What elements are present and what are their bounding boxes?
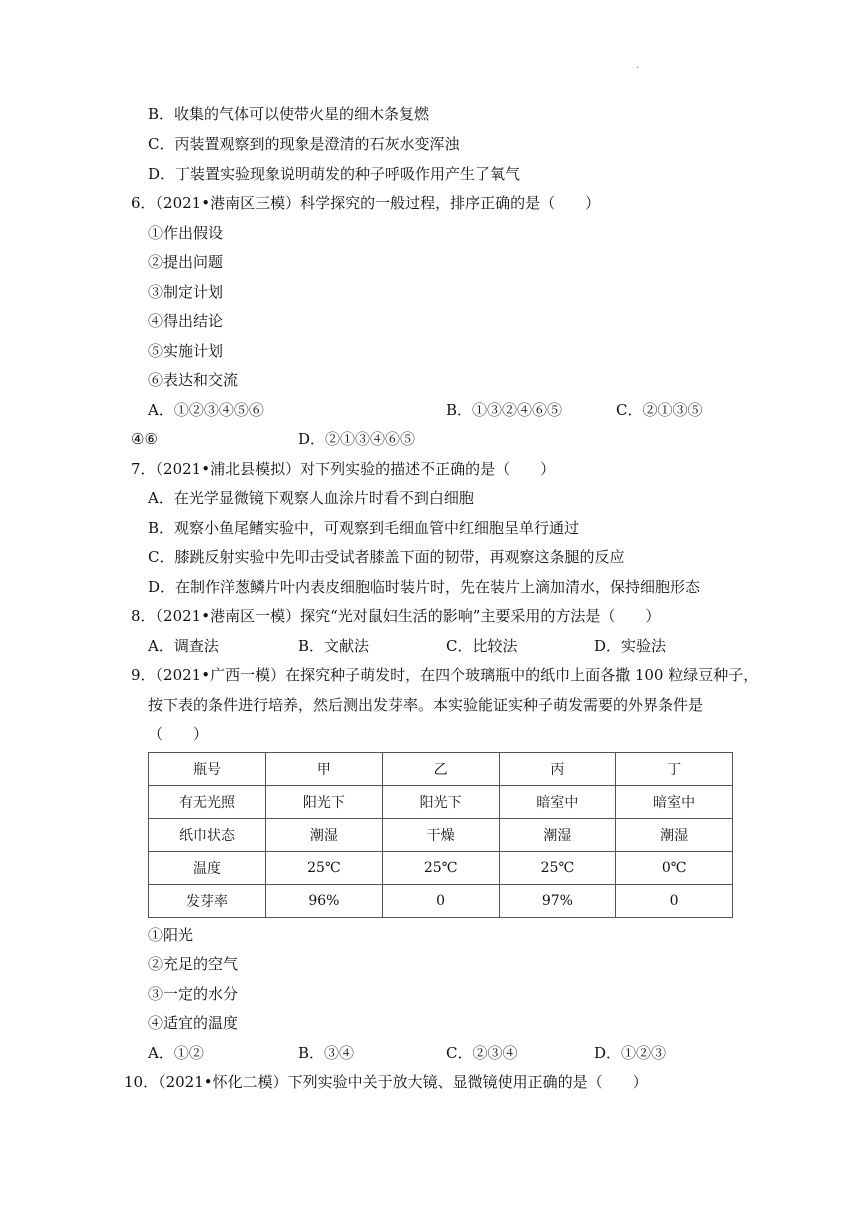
table-cell: 0 (382, 885, 499, 918)
q6-option-b: B．①③②④⑥⑤ (446, 401, 563, 419)
table-row (149, 786, 733, 819)
table-cell: 甲 (266, 753, 383, 786)
table-cell: 暗室中 (499, 786, 616, 819)
q7-option-d: D．在制作洋葱鳞片叶内表皮细胞临时装片时，先在装片上滴加清水，保持细胞形态 (148, 578, 701, 596)
q8-option-a: A．调查法 (148, 637, 219, 655)
table-cell: 瓶号 (149, 753, 266, 786)
table-cell: 25℃ (499, 852, 616, 885)
table-cell: 发芽率 (149, 885, 266, 918)
q6-option-d: D．②①③④⑥⑤ (298, 430, 416, 448)
q9-option-c: C．②③④ (446, 1044, 518, 1062)
table-cell: 有无光照 (149, 786, 266, 819)
q6-option-c-continued: ④⑥ (131, 430, 158, 448)
table-cell: 干燥 (382, 819, 499, 852)
q5-option-b: B．收集的气体可以使带火星的细木条复燃 (148, 105, 430, 123)
q9-stem-line1: 9．（2021•广西一模）在探究种子萌发时，在四个玻璃瓶中的纸巾上面各撒 100 粒绿豆种子， (131, 666, 759, 684)
q8-option-d: D．实验法 (594, 637, 667, 655)
table-cell: 0℃ (616, 852, 733, 885)
q6-step: ②提出问题 (148, 253, 224, 271)
q8-option-c: C．比较法 (446, 637, 518, 655)
table-cell: 25℃ (382, 852, 499, 885)
q6-step: ⑤实施计划 (148, 342, 224, 360)
q6-stem: 6．（2021•港南区三模）科学探究的一般过程，排序正确的是（ ） (131, 194, 601, 212)
table-row (149, 753, 733, 786)
table-row (149, 852, 733, 885)
table-cell: 96% (266, 885, 383, 918)
table-cell: 0 (616, 885, 733, 918)
q7-stem: 7．（2021•浦北县模拟）对下列实验的描述不正确的是（ ） (131, 460, 556, 478)
table-cell: 25℃ (266, 852, 383, 885)
q9-option-d: D．①②③ (594, 1044, 667, 1062)
q9-option-b: B．③④ (298, 1044, 355, 1062)
q6-step: ③制定计划 (148, 283, 224, 301)
q8-stem: 8．（2021•港南区一模）探究“光对鼠妇生活的影响”主要采用的方法是（ ） (131, 607, 661, 625)
q6-step: ④得出结论 (148, 312, 224, 330)
table-cell: 温度 (149, 852, 266, 885)
q7-option-a: A．在光学显微镜下观察人血涂片时看不到白细胞 (148, 489, 474, 507)
q5-option-c: C．丙装置观察到的现象是澄清的石灰水变浑浊 (148, 135, 460, 153)
q7-option-b: B．观察小鱼尾鳍实验中，可观察到毛细血管中红细胞呈单行通过 (148, 519, 580, 537)
q9-condition: ①阳光 (148, 926, 194, 944)
q6-step: ①作出假设 (148, 224, 224, 242)
q5-option-d: D．丁装置实验现象说明萌发的种子呼吸作用产生了氧气 (148, 165, 521, 183)
table-row (149, 819, 733, 852)
table-cell: 阳光下 (382, 786, 499, 819)
table-cell: 97% (499, 885, 616, 918)
q7-option-c: C．膝跳反射实验中先叩击受试者膝盖下面的韧带，再观察这条腿的反应 (148, 548, 625, 566)
q9-stem-line3: （ ） (148, 725, 209, 743)
table-cell: 暗室中 (616, 786, 733, 819)
q9-condition: ④适宜的温度 (148, 1014, 239, 1032)
q6-step: ⑥表达和交流 (148, 371, 239, 389)
table-row (149, 885, 733, 918)
page-marker: . (636, 60, 640, 71)
table-cell: 纸巾状态 (149, 819, 266, 852)
table-cell: 潮湿 (616, 819, 733, 852)
q9-condition: ②充足的空气 (148, 955, 239, 973)
table-cell: 潮湿 (266, 819, 383, 852)
q8-option-b: B．文献法 (298, 637, 370, 655)
q6-option-a: A．①②③④⑤⑥ (148, 401, 264, 419)
q9-option-a: A．①② (148, 1044, 204, 1062)
q9-condition: ③一定的水分 (148, 985, 239, 1003)
table-cell: 丙 (499, 753, 616, 786)
q9-stem-line2: 按下表的条件进行培养，然后测出发芽率。本实验能证实种子萌发需要的外界条件是 (148, 696, 704, 714)
table-cell: 丁 (616, 753, 733, 786)
table-cell: 潮湿 (499, 819, 616, 852)
table-cell: 乙 (382, 753, 499, 786)
q9-data-table (148, 752, 733, 918)
q10-stem: 10．（2021•怀化二模）下列实验中关于放大镜、显微镜使用正确的是（ ） (124, 1073, 648, 1091)
table-cell: 阳光下 (266, 786, 383, 819)
q6-option-c: C．②①③⑤ (616, 401, 703, 419)
